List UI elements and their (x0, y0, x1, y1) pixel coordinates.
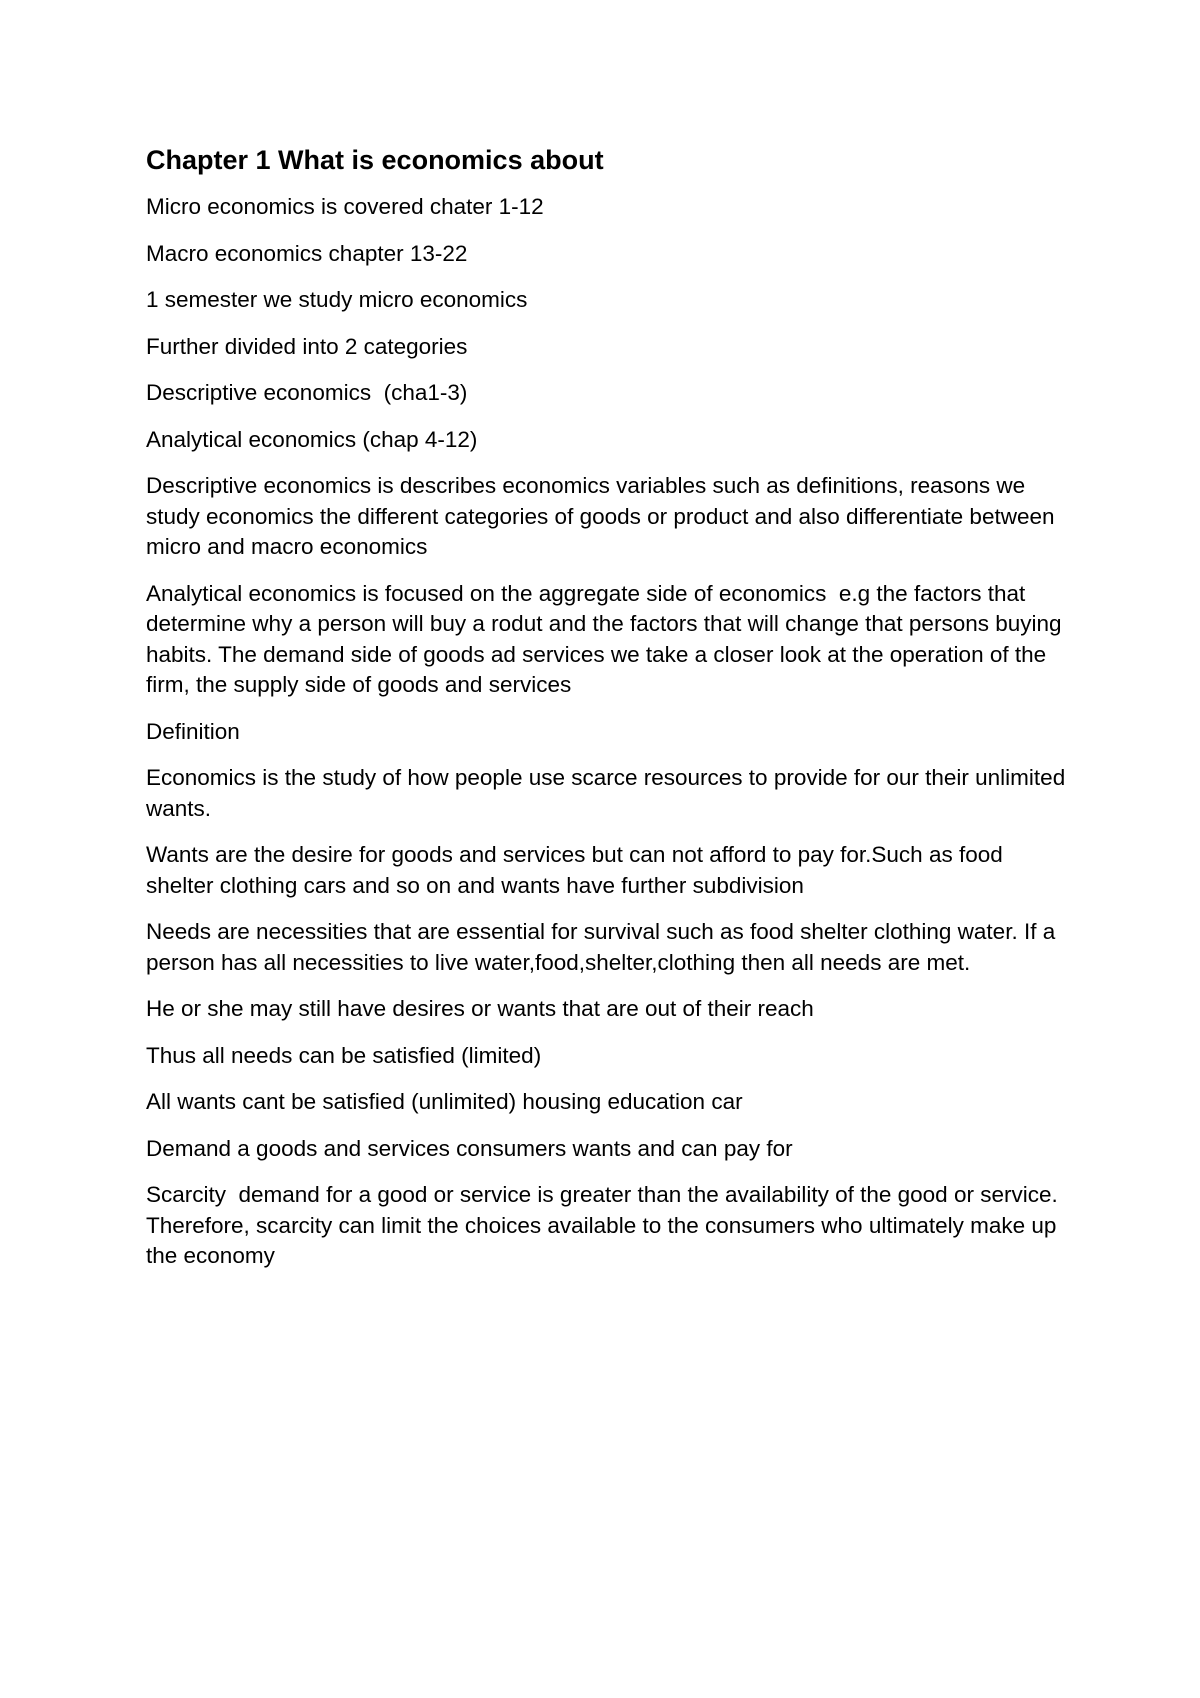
paragraph-needs: Needs are necessities that are essential for survival such as food shelter clothing water. If a person has all necessities to live water,food,shelter,clothing then all needs are met. (146, 919, 1056, 975)
paragraph-needs-limited: Thus all needs can be satisfied (limited) (146, 1042, 542, 1068)
paragraph-wants: Wants are the desire for goods and services but can not afford to pay for.Such as food shelter clothing cars and so on and wants have further subdivision (146, 842, 1003, 898)
paragraph-desires: He or she may still have desires or wants that are out of their reach (146, 996, 814, 1021)
paragraph-descriptive-range: Descriptive economics (cha1-3) (146, 380, 468, 405)
paragraph-demand: Demand a goods and services consumers wants and can pay for (146, 1135, 793, 1161)
document-body (146, 143, 1076, 1288)
paragraph-analytical-range: Analytical economics (chap 4-12) (146, 426, 478, 452)
paragraph-scarcity: Scarcity demand for a good or service is greater than the availability of the good or service. Therefore, scarcity can limit the choices available to the consumers who ultimately make up the economy (146, 1182, 1064, 1268)
paragraph-macro-economics: Macro economics chapter 13-22 (146, 240, 468, 266)
paragraph-wants-unlimited: All wants cant be satisfied (unlimited) housing education car (146, 1089, 743, 1114)
paragraph-economics-definition: Economics is the study of how people use scarce resources to provide for our their unlimited wants. (146, 765, 1066, 821)
page-title: Chapter 1 What is economics about (146, 145, 604, 175)
paragraph-definition-heading: Definition (146, 718, 240, 744)
paragraph-semester: 1 semester we study micro economics (146, 287, 528, 312)
paragraph-descriptive-economics: Descriptive economics is describes economics variables such as definitions, reasons we study economics the different categories of goods or product and also differentiate between micro and macro economics (146, 473, 1055, 559)
paragraph-micro-economics: Micro economics is covered chater 1-12 (146, 194, 544, 219)
paragraph-categories: Further divided into 2 categories (146, 333, 468, 359)
paragraph-analytical-economics: Analytical economics is focused on the aggregate side of economics e.g the factors that determine why a person will buy a rodut and the factors that will change that persons buying habits. The demand side of goods ad services we take a closer look at the operation of the firm, the supply side of goods and services (146, 580, 1068, 697)
